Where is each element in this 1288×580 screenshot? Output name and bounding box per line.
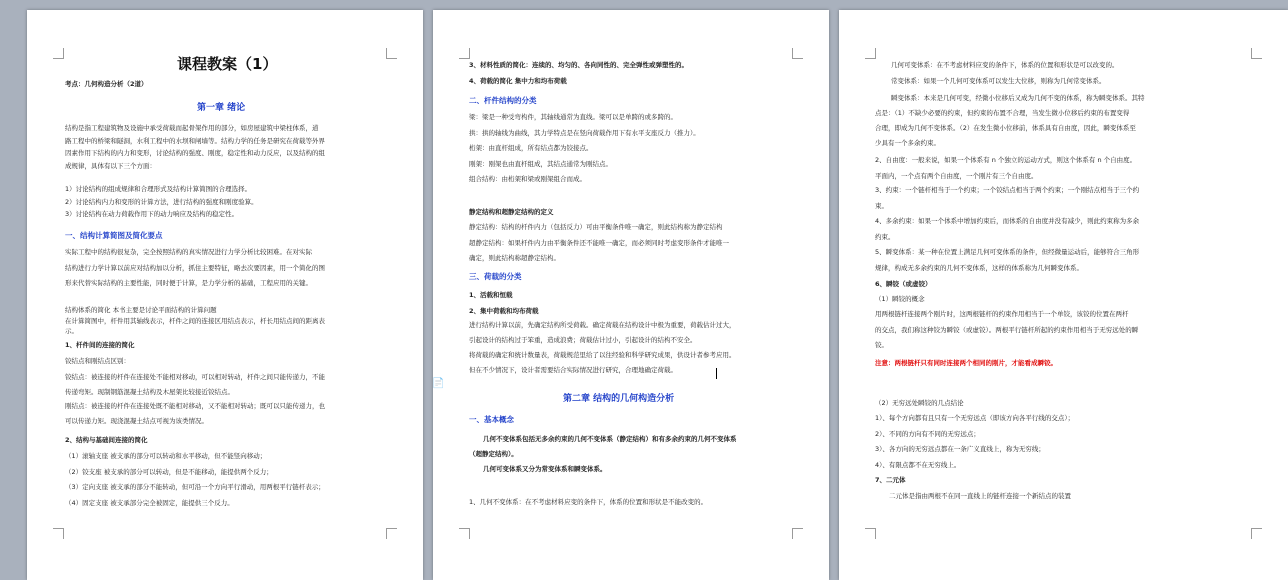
text-line: 1）、每个方向都有且只有一个无穷远点（即该方向各平行线的交点）； (875, 414, 1075, 422)
document-page-1 (27, 10, 423, 580)
concept-line: 几何可变体系又分为常变体系和瞬变体系。 (483, 465, 607, 473)
text-line: 1、几何不变体系：在不考虑材料应变的条件下，体系的位置和形状是不能改变的。 (469, 498, 708, 506)
text-line: 铰结点和刚结点区别： (65, 357, 130, 365)
text-line: 可以传递力矩。现浇混凝土结点可视为该类情况。 (65, 416, 208, 425)
margin-mark (1251, 48, 1262, 59)
subheading: 7、二元体 (875, 476, 906, 484)
intro-line: 成规律，具体有以下三个方面： (65, 161, 156, 170)
type-line: 桁架：由直杆组成，所有结点都为铰接点。 (469, 144, 593, 152)
text-line: 3、材料性质的简化：连续的、均匀的、各向同性的、完全弹性或弹塑性的。 (469, 61, 689, 69)
text-line: 传递弯矩。现制钢筋混凝土结构及木屋架比较接近铰结点。 (65, 387, 234, 396)
document-page-3 (839, 10, 1288, 580)
document-icon[interactable]: 📄 (432, 378, 445, 389)
text-line: 点是：（1）不缺少必要的约束，但约束的布置不合理，当发生微小位移后约束的布置变得 (875, 109, 1130, 117)
text-line: 3）、各方向的无穷远点都在一条广义直线上，称为无穷线； (875, 445, 1045, 453)
text-line: 2）、不同的方向有不同的无穷远点； (875, 429, 980, 438)
section-heading: 二、杆件结构的分类 (469, 96, 537, 105)
section-heading: 三、荷载的分类 (469, 272, 522, 281)
intro-line: 结构是指工程建筑物及设施中承受荷载而起骨架作用的部分，如房屋建筑中梁柱体系，道 (65, 124, 319, 132)
text-line: 少具有一个多余约束。 (875, 139, 940, 147)
margin-mark (53, 48, 64, 59)
text-line: 束。 (875, 201, 888, 210)
load-line: 但在不少情况下，设计者需要结合实际情况进行研究，合理地确定荷载。 (469, 366, 677, 374)
margin-mark (459, 48, 470, 59)
margin-mark (792, 528, 803, 539)
section-heading: 一、基本概念 (469, 415, 514, 424)
intro-line: 因素作用下结构的内力和变形，讨论结构的强度、刚度，稳定性和动力反应，以及结构的组 (65, 149, 325, 157)
para-line: 示。 (65, 327, 78, 335)
subheading: 6、瞬铰（或虚铰） (875, 280, 932, 288)
text-line: 瞬变体系：本来是几何可变，经微小位移后又成为几何不变的体系，称为瞬变体系。其特 (891, 94, 1145, 102)
text-line: 的交点，我们称这种铰为瞬铰（或虚铰）。两根平行链杆所起的约束作用相当于无穷远处的瞬 (875, 325, 1139, 334)
definition-line: 超静定结构：如果杆件内力由平衡条件还不能唯一确定，而必须同时考虑变形条件才能唯一 (469, 238, 729, 247)
page-title: 课程教案（1） (177, 55, 278, 73)
load-line: 进行结构计算以前，先确定结构所受荷载。确定荷载在结构设计中极为重要，荷载估计过大， (469, 321, 736, 329)
margin-mark (1251, 528, 1262, 539)
load-line: 引起设计的结构过于笨重，造成浪费；荷载估计过小，引起设计的结构不安全。 (469, 336, 697, 344)
concept-line: （超静定结构）。 (469, 450, 518, 458)
text-line: 几何可变体系：在不考虑材料应变的条件下，体系的位置和形状是可以改变的。 (891, 61, 1119, 69)
text-line: 3、约束：一个链杆相当于一个约束；一个铰结点相当于两个约束；一个刚结点相当于三个约 (875, 186, 1140, 194)
load-line: 将荷载的确定和统计数量表，荷载规范里给了以往经验和科学研究成果，供设计者参考应用。 (469, 351, 736, 359)
concept-line: 几何不变体系包括无多余约束的几何不变体系（静定结构）和有多余约束的几何不变体系 (483, 435, 737, 443)
para-line: 在计算简图中，杆件用其轴线表示，杆件之间的连接区用结点表示，杆长用结点间的距离表 (65, 316, 325, 325)
type-line: 梁：梁是一种受弯构件，其轴线通常为直线。梁可以是单跨的或多跨的。 (469, 113, 677, 121)
text-line: 用两根链杆连接两个刚片时，这两根链杆的约束作用相当于一个单铰，该铰的位置在两杆 (875, 310, 1129, 318)
para-line: 结构体系的简化 本书主要是讨论平面结构的计算问题 (65, 306, 217, 314)
text-line: （1）瞬铰的概念 (875, 295, 925, 303)
text-line: 5、瞬变体系：某一种在位置上满足几何可变体系的条件，但经微量运动后，能够符合三角形 (875, 248, 1140, 256)
subheading: 静定结构和超静定结构的定义 (469, 208, 554, 216)
text-line: 常变体系：如果一个几何可变体系可以发生大位移，则称为几何常变体系。 (891, 77, 1106, 85)
subheading: 1、活载和恒载 (469, 291, 513, 299)
type-line: 组合结构：由桁架和梁或刚架组合而成。 (469, 175, 586, 183)
task-line: 1）讨论结构的组成规律和合理形式及结构计算简图的合理选择。 (65, 185, 252, 193)
text-line: （2）无穷远处瞬铰的几点结论 (875, 399, 964, 407)
type-line: 刚架：刚架也由直杆组成，其结点通常为刚结点。 (469, 159, 612, 168)
text-line: 铰结点：被连接的杆件在连接处不能相对移动，可以相对转动，杆件之间只能传递力，不能 (65, 373, 325, 381)
note-line: 注意：两根链杆只有同时连接两个相同的刚片，才能看成瞬铰。 (875, 359, 1057, 367)
support-line: （1）滚轴支座 被支承的部分可以转动和水平移动，但不能竖向移动； (65, 452, 267, 460)
intro-line: 路工程中的桥梁和隧洞，水利工程中的水坝和闸墙等。结构力学的任务是研究在荷载等外界 (65, 136, 325, 145)
section-heading: 一、结构计算简图及简化要点 (65, 231, 163, 240)
text-line: 合理，即成为几何不变体系。（2）在发生微小位移前，体系具有自由度，因此，瞬变体系至 (875, 124, 1136, 132)
support-line: （4）固定支座 被支承部分完全被固定，能提供三个反力。 (65, 498, 234, 507)
text-line: 刚结点：被连接的杆件在连接处既不能相对移动，又不能相对转动；既可以只能传递力，也 (65, 402, 325, 410)
text-cursor (716, 368, 717, 379)
chapter-heading: 第二章 结构的几何构造分析 (563, 394, 675, 404)
exam-point: 考点：几何构造分析（2道） (65, 80, 148, 88)
margin-mark (865, 528, 876, 539)
text-line: 4、荷载的简化 集中力和均布荷载 (469, 76, 567, 85)
definition-line: 确定，则此结构称超静定结构。 (469, 254, 560, 262)
margin-mark (865, 48, 876, 59)
support-line: （2）铰支座 被支承的部分可以转动，但是不能移动，能提供两个反力； (65, 467, 273, 476)
margin-mark (53, 528, 64, 539)
text-line: 约束。 (875, 232, 895, 241)
text-line: 平面内，一个点有两个自由度，一个刚片有三个自由度。 (875, 171, 1038, 180)
type-line: 拱：拱的轴线为曲线，其力学特点是在竖向荷载作用下有水平支座反力（推力）。 (469, 128, 700, 137)
text-line: 规律，构成无多余约束的几何不变体系，这样的体系称为几何瞬变体系。 (875, 263, 1083, 272)
chapter-heading: 第一章 绪论 (197, 103, 246, 113)
subheading: 2、结构与基础间连接的简化 (65, 436, 148, 444)
document-page-2 (433, 10, 829, 580)
section-line: 结构进行力学计算以前应对结构加以分析，抓住主要特征，略去次要因素，用一个简化的图 (65, 263, 325, 272)
text-line: 4、多余约束：如果一个体系中增加约束后，而体系的自由度并没有减少，则此约束称为多余 (875, 217, 1140, 225)
margin-mark (386, 528, 397, 539)
text-line: 铰。 (875, 341, 888, 349)
task-line: 3）讨论结构在动力荷载作用下的动力响应及结构的稳定性。 (65, 210, 239, 218)
section-line: 实际工程中的结构很复杂，完全按照结构的真实情况进行力学分析比较困难。在对实际 (65, 248, 312, 256)
margin-mark (459, 528, 470, 539)
section-line: 形来代替实际结构的主要性能，同时便于计算，是力学分析的基础，工程应用的关键。 (65, 279, 312, 287)
definition-line: 静定结构：结构的杆件内力（包括反力）可由平衡条件唯一确定，则此结构称为静定结构 (469, 223, 723, 231)
task-line: 2）讨论结构内力和变形的计算方法，进行结构的强度和刚度验算。 (65, 197, 258, 206)
text-line: 二元体是指由两根不在同一直线上的链杆连接一个新结点的装置 (889, 492, 1071, 500)
margin-mark (792, 48, 803, 59)
text-line: 2、自由度：一般来说，如果一个体系有 n 个独立的运动方式，则这个体系有 n 个自由度。 (875, 156, 1137, 164)
support-line: （3）定向支座 被支承的部分不能转动，但可沿一个方向平行滑动，用两根平行链杆表示； (65, 483, 325, 491)
subheading: 2、集中荷载和均布荷载 (469, 307, 539, 315)
subheading: 1、杆件间的连接的简化 (65, 341, 135, 349)
text-line: 4）、有限点都不在无穷线上。 (875, 460, 961, 469)
margin-mark (386, 48, 397, 59)
